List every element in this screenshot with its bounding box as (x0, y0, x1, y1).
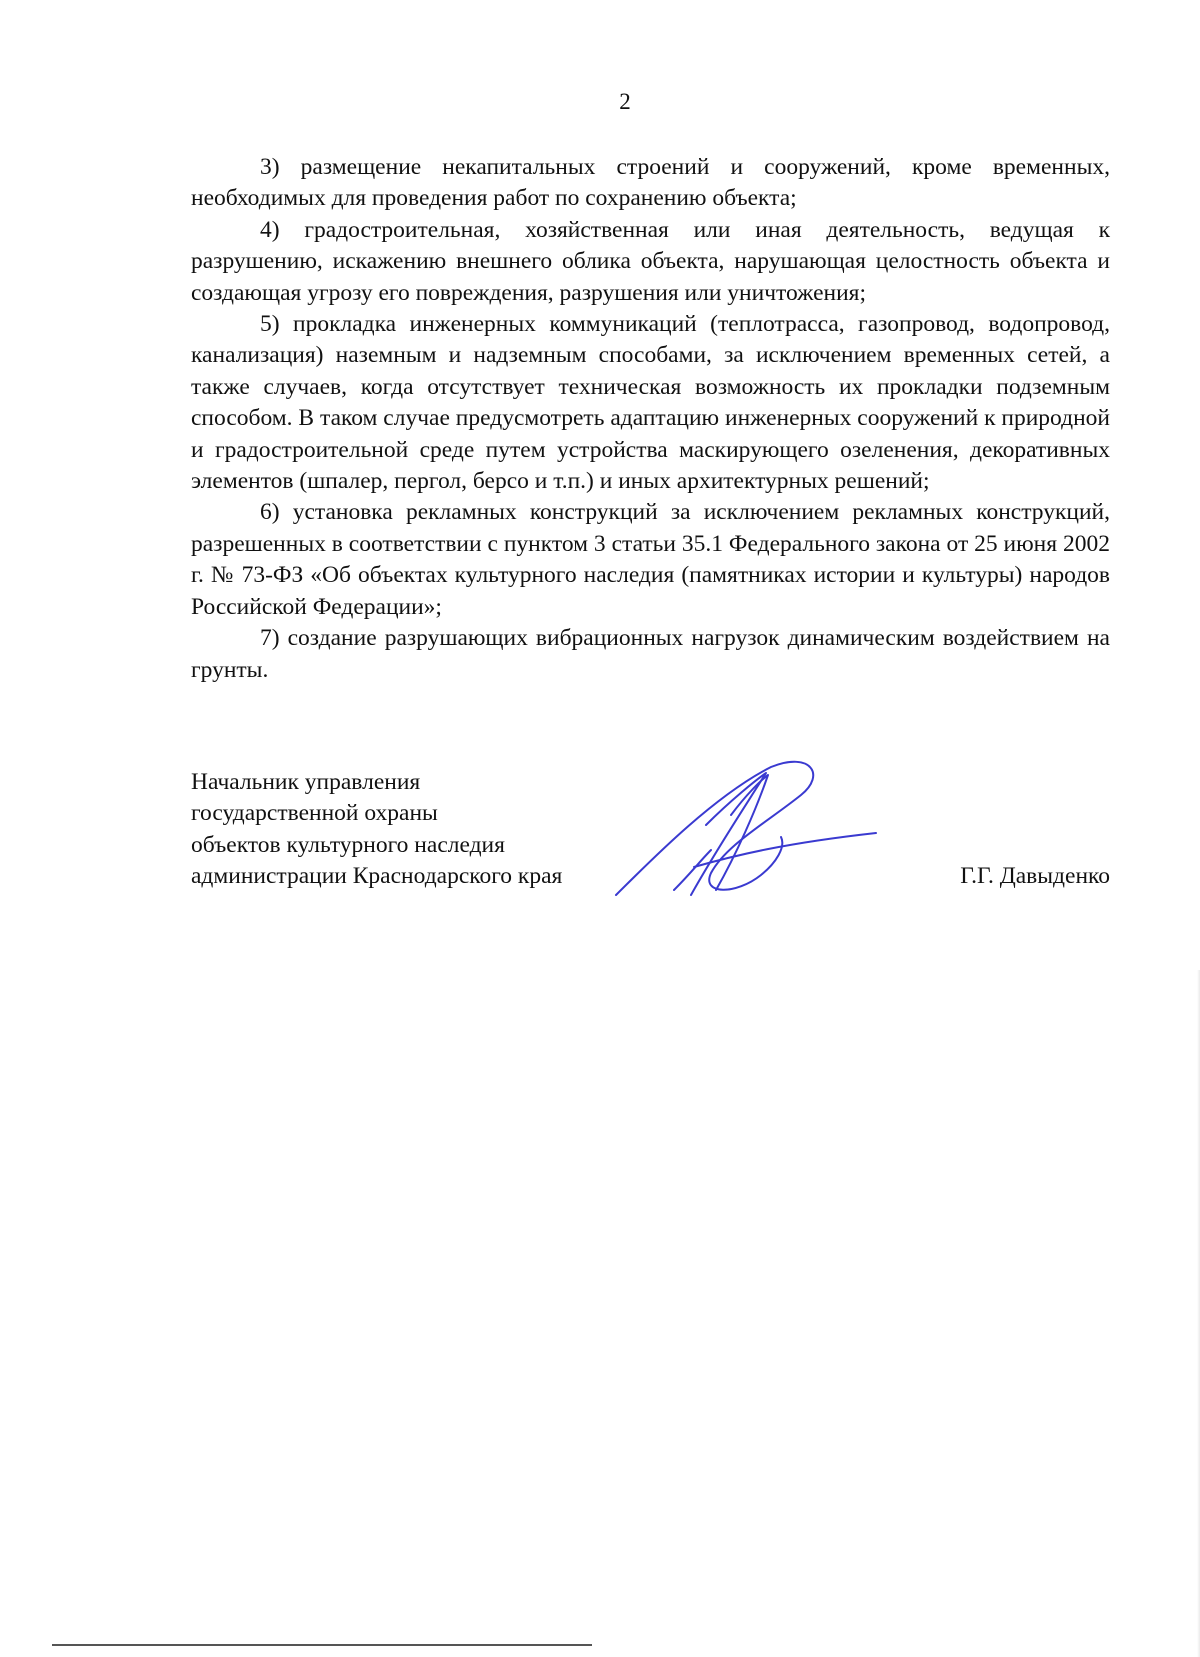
bottom-divider (52, 1644, 592, 1646)
signature-block (191, 767, 1110, 927)
paragraph-item-4: 4) градостроительная, хозяйственная или иная деятельность, ведущая к разрушению, искажению внешнего облика объекта, нарушающая целостность объекта и создающая угрозу его повреждения, разрушения или уничтожения; (191, 216, 1110, 306)
document-body (191, 152, 1110, 686)
paragraph-item-5: 5) прокладка инженерных коммуникаций (теплотрасса, газопровод, водопровод, канализация) наземным и надземным способами, за исключением временных сетей, а также случаев, когда отсутствует техническая возможность их прокладки подземным способом. В таком случае предусмотреть адаптацию инженерных сооружений к природной и градостроительной среде путем устройства маскирующего озеленения, декоративных элементов (шпалер, пергол, берсо и т.п.) и иных архитектурных решений; (191, 311, 1110, 495)
paragraph-item-6: 6) установка рекламных конструкций за исключением рекламных конструкций, разрешенных в соответствии с пунктом 3 статьи 35.1 Федерального закона от 25 июня 2002 г. № 73-ФЗ «Об объектах культурного наследия (памятниках истории и культуры) народов Российской Федерации»; (191, 499, 1110, 620)
signatory-position (191, 767, 651, 893)
signatory-position-line: объектов культурного наследия (191, 831, 505, 858)
signatory-position-line: Начальник управления (191, 769, 421, 795)
signatory-name: Г.Г. Давыденко (960, 863, 1110, 889)
signatory-position-line: государственной охраны (191, 800, 438, 827)
signatory-position-line: администрации Краснодарского края (191, 863, 563, 890)
paragraph-item-3: 3) размещение некапитальных строений и сооружений, кроме временных, необходимых для проведения работ по сохранению объекта; (191, 154, 1110, 212)
page-number: 2 (619, 89, 631, 114)
paragraph-item-7: 7) создание разрушающих вибрационных нагрузок динамическим воздействием на грунты. (191, 625, 1110, 683)
handwritten-signature-icon (596, 755, 896, 905)
